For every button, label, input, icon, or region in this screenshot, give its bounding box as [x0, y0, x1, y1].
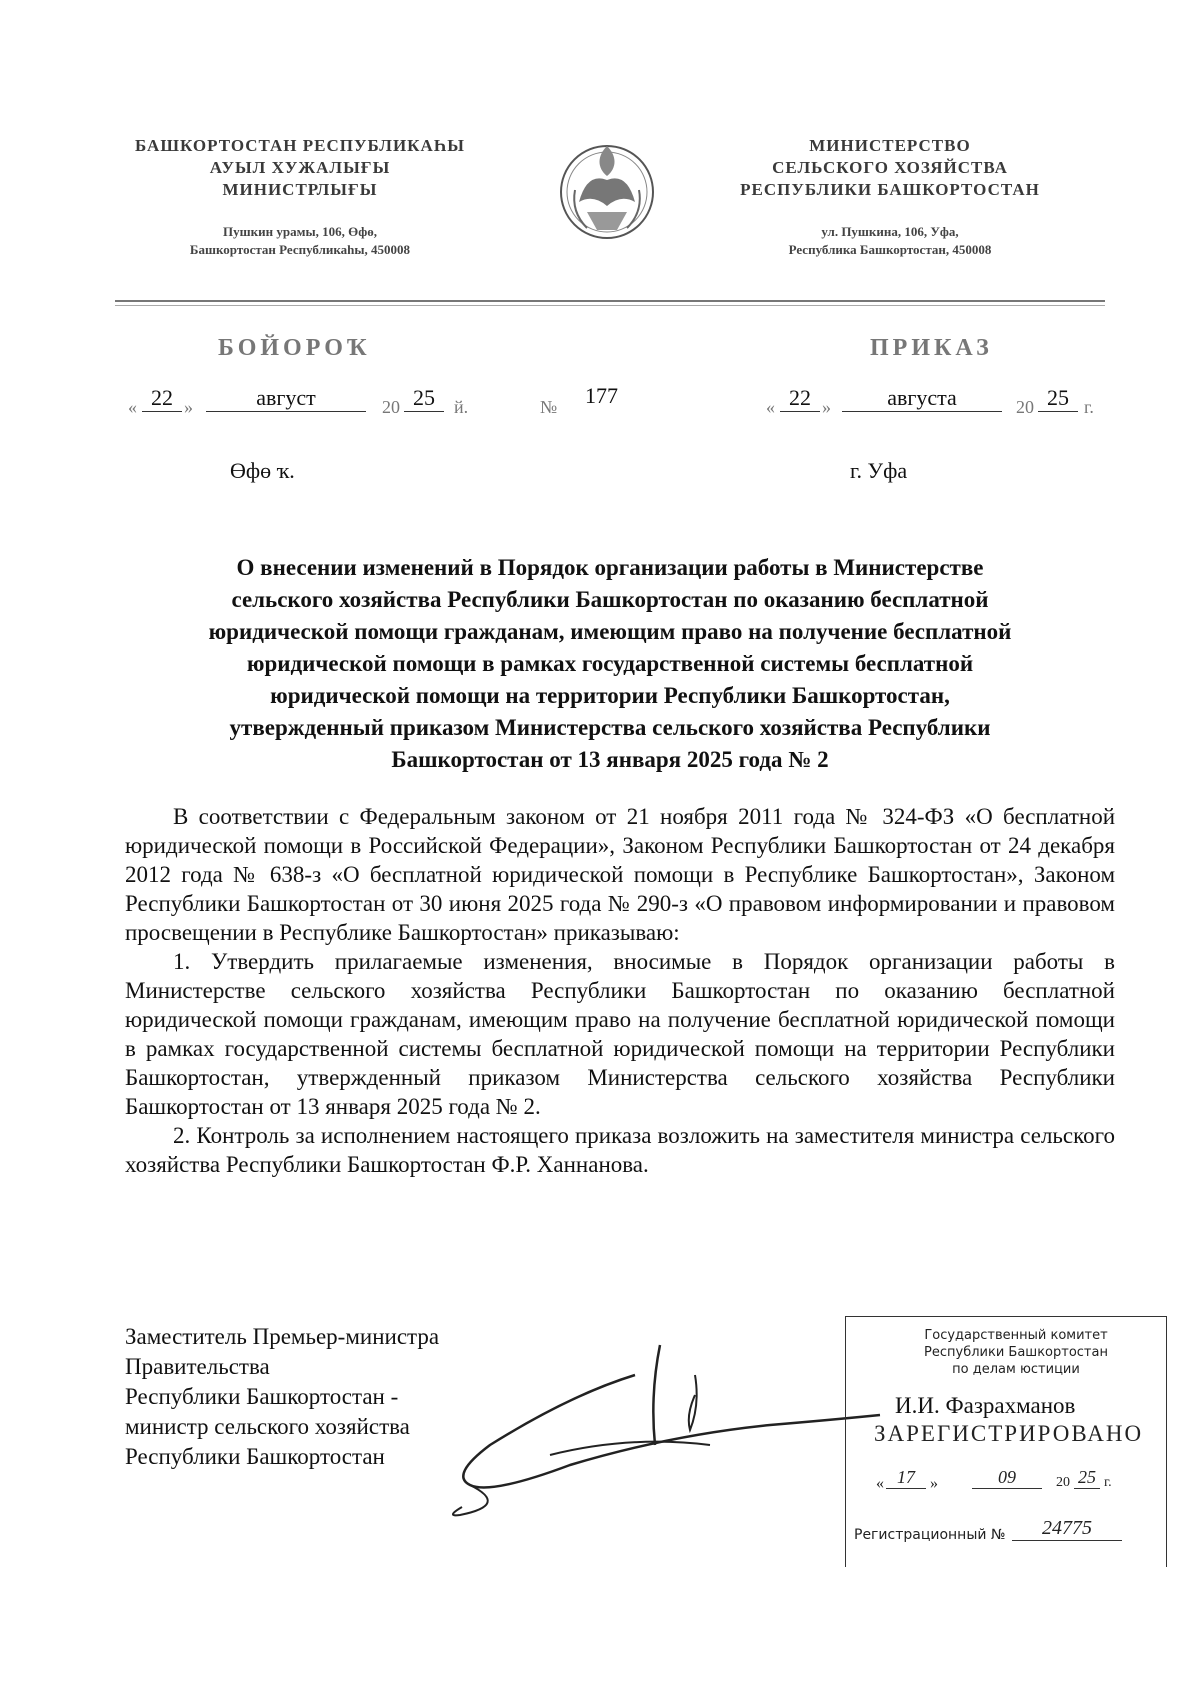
header-divider-thin: [115, 305, 1105, 306]
left-date-suffix: й.: [454, 397, 469, 417]
left-date-day: 22: [142, 385, 182, 412]
signatory-line-1: Заместитель Премьер-министра: [125, 1324, 440, 1349]
stamp-date-year: 25: [1074, 1467, 1100, 1489]
stamp-reg-number: 24775: [1012, 1517, 1122, 1541]
stamp-status: ЗАРЕГИСТРИРОВАНО: [874, 1421, 1144, 1446]
left-date-close-quote: »: [184, 397, 193, 417]
header-left-title-3: МИНИСТРЛЫҒЫ: [222, 180, 378, 199]
order-number-label: №: [540, 397, 558, 417]
header-right-address-1: ул. Пушкина, 106, Уфа,: [821, 224, 959, 239]
header-right: [700, 135, 1080, 259]
stamp-org: [876, 1327, 1156, 1378]
signatory-line-2: Правительства: [125, 1354, 270, 1379]
right-date-suffix: г.: [1084, 397, 1094, 417]
title-line-5: юридической помощи на территории Республики Башкортостан,: [270, 683, 950, 708]
stamp-date-year-prefix: 20: [1056, 1475, 1070, 1490]
city-left: Өфө ҡ.: [230, 458, 295, 483]
header-left-title-1: БАШКОРТОСТАН РЕСПУБЛИКАҺЫ: [135, 136, 465, 155]
stamp-date-open-quote: «: [876, 1475, 884, 1492]
right-date-close-quote: »: [822, 397, 831, 417]
signatory-line-4: министр сельского хозяйства: [125, 1414, 410, 1439]
right-date-year: 25: [1038, 385, 1078, 412]
left-date-year: 25: [404, 385, 444, 412]
document-body: [125, 802, 1115, 1179]
stamp-org-line-3: по делам юстиции: [952, 1362, 1080, 1377]
stamp-date-day: 17: [886, 1467, 926, 1489]
signer-name: И.И. Фазрахманов: [895, 1393, 1076, 1418]
title-line-2: сельского хозяйства Республики Башкортостан по оказанию бесплатной: [231, 587, 989, 612]
registration-stamp: [845, 1316, 1167, 1567]
right-date-year-prefix: 20: [1016, 397, 1034, 417]
stamp-org-line-2: Республики Башкортостан: [924, 1345, 1108, 1360]
stamp-reg-label: Регистрационный №: [854, 1527, 1006, 1543]
order-number: 177: [585, 383, 618, 408]
left-date: [128, 385, 488, 421]
body-paragraph-2: 1. Утвердить прилагаемые изменения, вносимые в Порядок организации работы в Министерстве сельского хозяйства Республики Башкортостан по оказанию бесплатной юридической помощи гражданам, имеющим право на получение бесплатной юридической помощи в рамках государственной системы бесплатной юридической помощи на территории Республики Башкортостан, утвержденный приказом Министерства сельского хозяйства Республики Башкортостан от 13 января 2025 года № 2.: [125, 949, 1115, 1119]
header-right-address-2: Республика Башкортостан, 450008: [788, 242, 992, 257]
bashkortostan-emblem-icon: [557, 132, 657, 252]
header-right-title-1: МИНИСТЕРСТВО: [809, 136, 971, 155]
doc-type-right: ПРИКАЗ: [870, 335, 993, 361]
header-left-address-1: Пушкин урамы, 106, Өфө,: [223, 224, 377, 239]
right-date-day: 22: [780, 385, 820, 412]
header-left-address-2: Башкортостан Республикаһы, 450008: [189, 242, 411, 257]
right-date: [766, 385, 1116, 421]
title-line-4: юридической помощи в рамках государственной системы бесплатной: [246, 651, 974, 676]
title-line-3: юридической помощи гражданам, имеющим право на получение бесплатной: [208, 619, 1012, 644]
stamp-date: [876, 1467, 1156, 1497]
title-line-1: О внесении изменений в Порядок организации работы в Министерстве: [236, 555, 984, 580]
header-divider: [115, 300, 1105, 302]
title-line-6: утвержденный приказом Министерства сельского хозяйства Республики: [229, 715, 991, 740]
right-date-month: августа: [842, 385, 1002, 412]
signatory-line-5: Республики Башкортостан: [125, 1444, 385, 1469]
city-right: г. Уфа: [850, 458, 908, 483]
stamp-date-month: 09: [972, 1467, 1042, 1489]
left-date-year-prefix: 20: [382, 397, 400, 417]
document-title: [110, 552, 1110, 776]
signatory-line-3: Республики Башкортостан -: [125, 1384, 399, 1409]
header-right-title-2: СЕЛЬСКОГО ХОЗЯЙСТВА: [772, 158, 1008, 177]
title-line-7: Башкортостан от 13 января 2025 года № 2: [391, 747, 829, 772]
left-date-open-quote: «: [128, 397, 137, 417]
body-paragraph-3: 2. Контроль за исполнением настоящего приказа возложить на заместителя министра сельского хозяйства Республики Башкортостан Ф.Р. Ханнанова.: [125, 1123, 1115, 1177]
left-date-month: август: [206, 385, 366, 412]
header-left: [115, 135, 485, 259]
right-date-open-quote: «: [766, 397, 775, 417]
stamp-date-suffix: г.: [1104, 1475, 1112, 1490]
stamp-date-close-quote: »: [930, 1475, 938, 1492]
signature-icon: [450, 1335, 890, 1535]
header-left-title-2: АУЫЛ ХУЖАЛЫҒЫ: [209, 158, 391, 177]
stamp-org-line-1: Государственный комитет: [924, 1328, 1108, 1343]
header-right-title-3: РЕСПУБЛИКИ БАШКОРТОСТАН: [740, 180, 1040, 199]
body-paragraph-1: В соответствии с Федеральным законом от 21 ноября 2011 года № 324-ФЗ «О бесплатной юридической помощи в Российской Федерации», Законом Республики Башкортостан от 24 декабря 2012 года № 638-з «О бесплатной юридической помощи в Республике Башкортостан», Законом Республики Башкортостан от 30 июня 2025 года № 290-з «О правовом информировании и правовом просвещении в Республике Башкортостан» приказываю:: [125, 804, 1115, 945]
doc-type-left: БОЙОРОҠ: [218, 335, 371, 361]
